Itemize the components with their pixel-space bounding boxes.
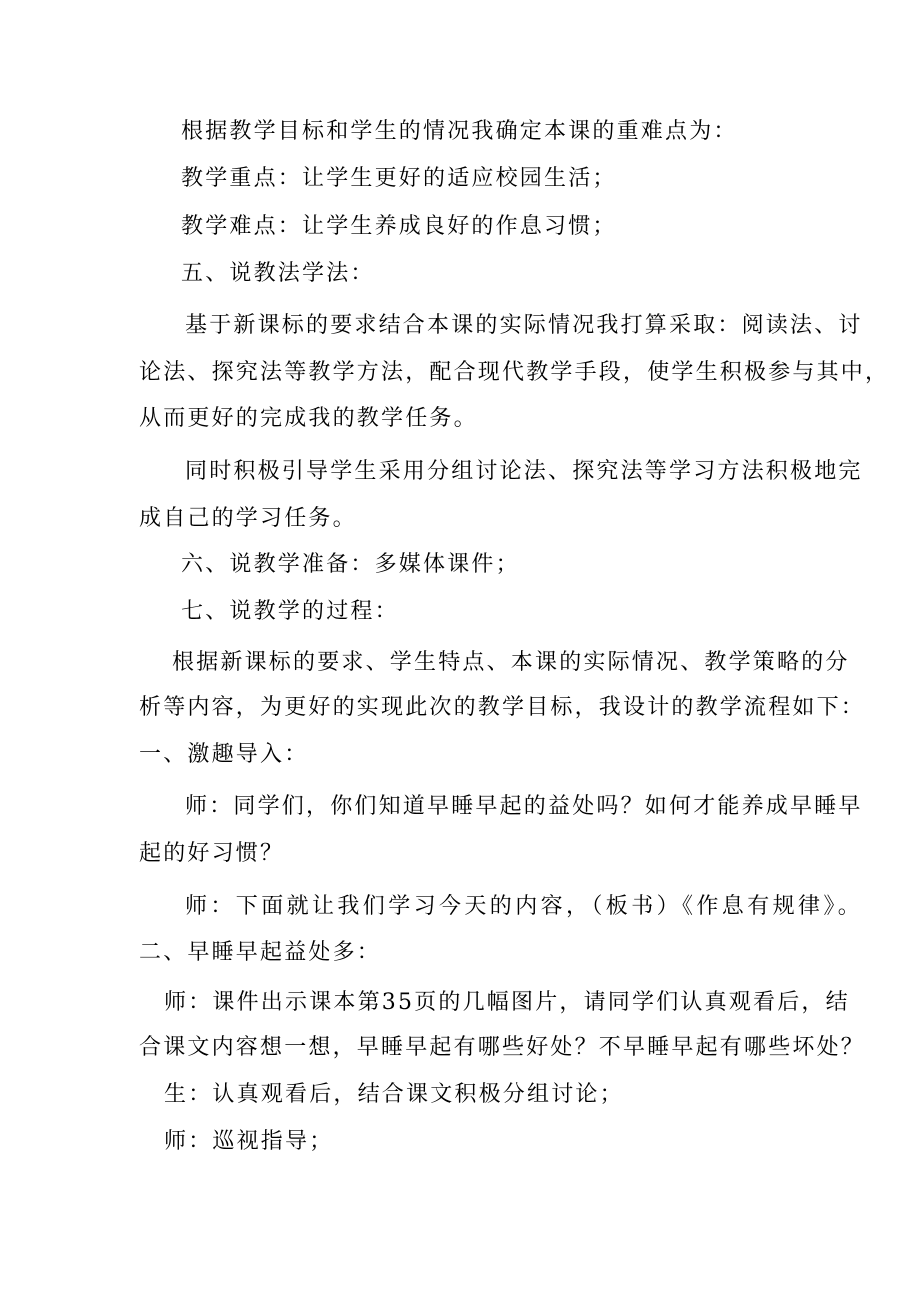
text-line-goal-summary: 根据教学目标和学生的情况我确定本课的重难点为： xyxy=(181,119,738,144)
text-line-student-discuss: 生：认真观看后，结合课文积极分组讨论； xyxy=(164,1082,624,1107)
section-heading-methods: 五、说教法学法： xyxy=(181,261,375,286)
text-line-courseware-1: 师：课件出示课本第35页的几幅图片，请同学们认真观看后，结 xyxy=(164,990,850,1015)
section-heading-process: 七、说教学的过程： xyxy=(181,599,399,624)
subheading-intro: 一、激趣导入： xyxy=(139,742,309,767)
subheading-benefits: 二、早睡早起益处多： xyxy=(139,940,382,965)
text-line-teacher-question-2: 起的好习惯？ xyxy=(139,841,285,866)
text-line-difficult-point: 教学难点：让学生养成良好的作息习惯； xyxy=(181,214,617,239)
text-line-methods-1: 基于新课标的要求结合本课的实际情况我打算采取：阅读法、讨 xyxy=(185,313,863,338)
text-line-teacher-blackboard: 师：下面就让我们学习今天的内容，（板书）《作息有规律》。 xyxy=(185,894,864,919)
text-line-study-2: 成自己的学习任务。 xyxy=(139,506,357,531)
text-line-methods-3: 从而更好的完成我的教学任务。 xyxy=(139,406,478,431)
text-line-teacher-question-1: 师：同学们，你们知道早睡早起的益处吗？如何才能养成早睡早 xyxy=(185,794,863,819)
text-line-study-1: 同时积极引导学生采用分组讨论法、探究法等学习方法积极地完 xyxy=(185,459,863,484)
section-heading-preparation: 六、说教学准备：多媒体课件； xyxy=(181,552,520,577)
text-line-process-1: 根据新课标的要求、学生特点、本课的实际情况、教学策略的分 xyxy=(172,650,850,675)
text-line-courseware-2: 合课文内容想一想，早睡早起有哪些好处？不早睡早起有哪些坏处？ xyxy=(139,1035,866,1060)
text-line-teacher-guide: 师：巡视指导； xyxy=(164,1129,334,1154)
text-line-process-2: 析等内容，为更好的实现此次的教学目标，我设计的教学流程如下： xyxy=(139,695,866,720)
text-line-methods-2: 论法、探究法等教学方法，配合现代教学手段，使学生积极参与其中， xyxy=(139,360,890,385)
text-line-key-point: 教学重点：让学生更好的适应校园生活； xyxy=(181,166,617,191)
